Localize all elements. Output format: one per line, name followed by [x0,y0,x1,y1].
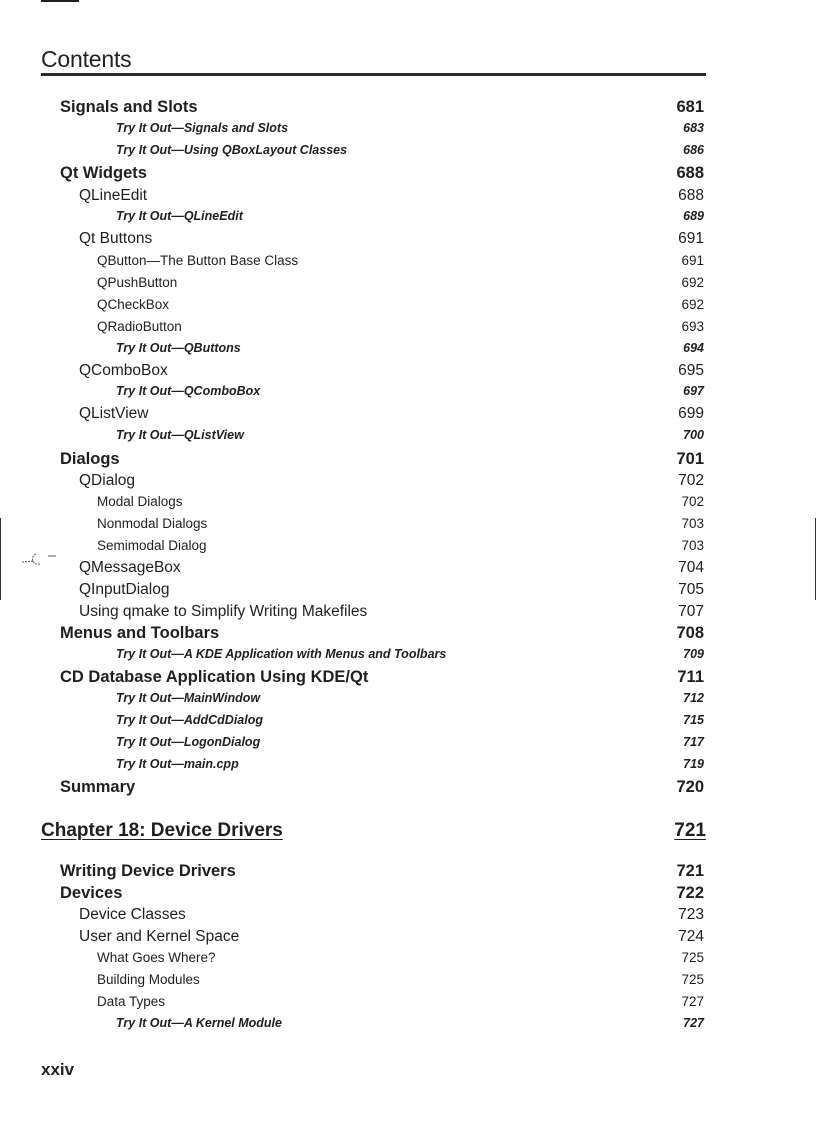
toc-entry-page-number[interactable]: 717 [683,735,704,749]
toc-entry-page-number[interactable]: 723 [678,906,704,923]
toc-entry-page-number[interactable]: 686 [683,143,704,157]
toc-entry-label[interactable]: Device Classes [79,906,186,923]
toc-entry-label[interactable]: Try It Out—QListView [116,428,244,442]
toc-entry-label[interactable]: QButton—The Button Base Class [97,253,299,268]
toc-entry-page-number[interactable]: 704 [678,559,704,576]
toc-entry-page-number[interactable]: 683 [683,121,704,135]
toc-entry-page-number[interactable]: 727 [683,1016,704,1030]
toc-entry-page-number[interactable]: 727 [681,994,704,1009]
toc-entry-page-number[interactable]: 692 [681,275,704,290]
toc-entry-page-number[interactable]: 724 [678,928,704,945]
toc-entry-label[interactable]: Qt Buttons [79,230,153,247]
toc-entry-label[interactable]: Summary [60,778,136,796]
toc-entry-label[interactable]: Using qmake to Simplify Writing Makefiles [79,603,368,620]
toc-entry-label[interactable]: Try It Out—main.cpp [116,757,239,771]
toc-entry-label[interactable]: Signals and Slots [60,98,198,116]
toc-entry-label[interactable]: QInputDialog [79,581,170,598]
toc-entry-label[interactable]: Dialogs [60,450,120,468]
toc-entry-label[interactable]: QLineEdit [79,187,148,204]
toc-entry-label[interactable]: Menus and Toolbars [60,624,220,642]
toc-entry-page-number[interactable]: 707 [678,603,704,620]
toc-entry-page-number[interactable]: 697 [683,384,704,398]
toc-entry-page-number[interactable]: 703 [681,516,704,531]
toc-entry-page-number[interactable]: 725 [681,972,704,987]
toc-entry-label[interactable]: CD Database Application Using KDE/Qt [60,668,369,686]
toc-entry-label[interactable]: QComboBox [79,362,168,379]
toc-entry-page-number[interactable]: 703 [681,538,704,553]
toc-entry-label[interactable]: Try It Out—QButtons [116,341,241,355]
toc-entry-page-number[interactable]: 719 [683,757,704,771]
toc-entry-label[interactable]: Semimodal Dialog [97,538,207,553]
toc-entry-label[interactable]: Try It Out—LogonDialog [116,735,261,749]
toc-entry-page-number[interactable]: 712 [683,691,704,705]
toc-entry-label[interactable]: Try It Out—MainWindow [116,691,261,705]
toc-entry-label[interactable]: Devices [60,884,123,902]
chapter-title[interactable]: Chapter 18: Device Drivers [41,820,283,841]
toc-entry-label[interactable]: What Goes Where? [97,950,216,965]
toc-entry-label[interactable]: Writing Device Drivers [60,862,236,880]
toc-entry-page-number[interactable]: 721 [676,862,704,880]
toc-entry-label[interactable]: Modal Dialogs [97,494,183,509]
page-title: Contents [41,46,132,72]
toc-entry-label[interactable]: QListView [79,405,149,422]
toc-entry-label[interactable]: Try It Out—A Kernel Module [116,1016,282,1030]
toc-entry-page-number[interactable]: 681 [676,98,704,116]
toc-entry-label[interactable]: QCheckBox [97,297,170,312]
toc-entry-label[interactable]: Try It Out—Signals and Slots [116,121,289,135]
toc-entry-label[interactable]: Try It Out—Using QBoxLayout Classes [116,143,348,157]
toc-entry-label[interactable]: Nonmodal Dialogs [97,516,208,531]
page-number-footer: xxiv [41,1060,75,1079]
toc-entry-page-number[interactable]: 720 [676,778,704,796]
toc-entry-page-number[interactable]: 699 [678,405,704,422]
toc-entry-page-number[interactable]: 722 [676,884,704,902]
toc-entry-page-number[interactable]: 702 [678,472,704,489]
toc-entry-label[interactable]: Try It Out—AddCdDialog [116,713,263,727]
toc-entry-page-number[interactable]: 711 [677,668,704,686]
toc-entry-label[interactable]: QRadioButton [97,319,182,334]
toc-entry-page-number[interactable]: 702 [681,494,704,509]
toc-entry-page-number[interactable]: 708 [676,624,704,642]
toc-entry-label[interactable]: Building Modules [97,972,200,987]
toc-entry-page-number[interactable]: 691 [681,253,704,268]
toc-entry-page-number[interactable]: 725 [681,950,704,965]
toc-entry-label[interactable]: QPushButton [97,275,178,290]
toc-entry-page-number[interactable]: 688 [676,164,704,182]
toc-entry-page-number[interactable]: 694 [683,341,704,355]
top-rule [41,0,79,2]
toc-entry-page-number[interactable]: 691 [678,230,704,247]
toc-entry-page-number[interactable]: 700 [683,428,704,442]
toc-entry-label[interactable]: QDialog [79,472,135,489]
left-margin-mark [0,518,1,600]
toc-entry-page-number[interactable]: 689 [683,209,704,223]
toc-entry-page-number[interactable]: 695 [678,362,704,379]
toc-entry-label[interactable]: Try It Out—QComboBox [116,384,261,398]
toc-entry-page-number[interactable]: 688 [678,187,704,204]
pen-mark-icon [20,548,60,572]
toc-entry-page-number[interactable]: 709 [683,647,704,661]
chapter-page-number[interactable]: 721 [674,820,706,841]
toc-entry-label[interactable]: Data Types [97,994,166,1009]
toc-entry-page-number[interactable]: 692 [681,297,704,312]
toc-entry-label[interactable]: QMessageBox [79,559,181,576]
toc-entry-label[interactable]: Try It Out—QLineEdit [116,209,243,223]
toc-entry-label[interactable]: Try It Out—A KDE Application with Menus and Toolbars [116,647,447,661]
toc-entry-page-number[interactable]: 701 [676,450,704,468]
toc-entry-page-number[interactable]: 705 [678,581,704,598]
toc-entry-page-number[interactable]: 715 [683,713,704,727]
toc-entry-page-number[interactable]: 693 [681,319,704,334]
header-rule [41,73,706,76]
toc-entry-label[interactable]: User and Kernel Space [79,928,240,945]
toc-entry-label[interactable]: Qt Widgets [60,164,147,182]
